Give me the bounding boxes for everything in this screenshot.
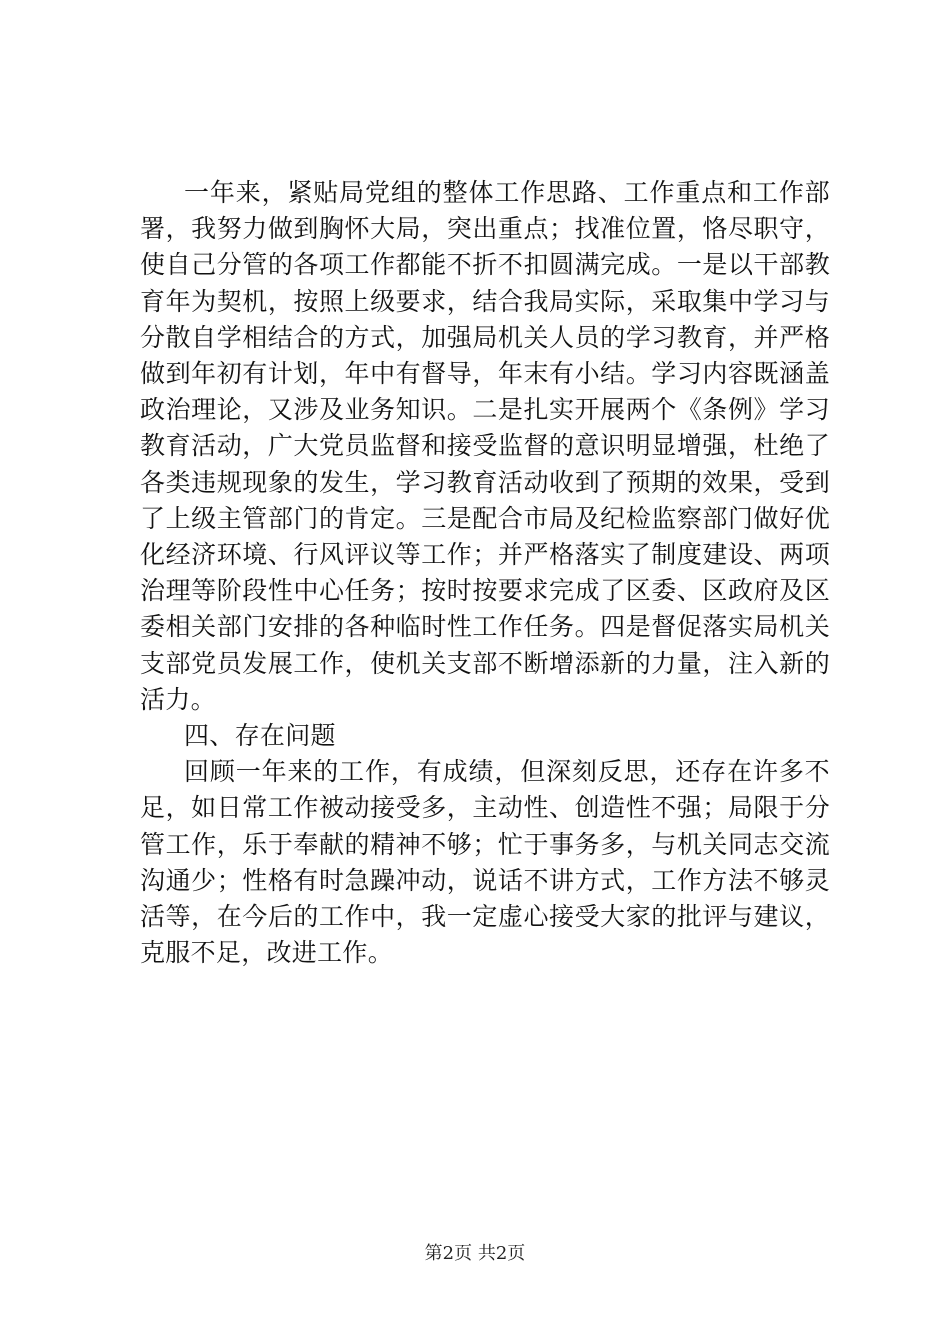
work-summary-paragraph: 一年来，紧贴局党组的整体工作思路、工作重点和工作部署，我努力做到胸怀大局，突出重点；找准位置，恪尽职守，使自己分管的各项工作都能不折不扣圆满完成。一是以干部教育年为契机，按照上级要求，结合我局实际，采取集中学习与分散自学相结合的方式，加强局机关人员的学习教育，并严格做到年初有计划，年中有督导，年末有小结。学习内容既涵盖政治理论，又涉及业务知识。二是扎实开展两个《条例》学习教育活动，广大党员监督和接受监督的意识明显增强，杜绝了各类违规现象的发生，学习教育活动收到了预期的效果，受到了上级主管部门的肯定。三是配合市局及纪检监察部门做好优化经济环境、行风评议等工作；并严格落实了制度建设、两项治理等阶段性中心任务；按时按要求完成了区委、区政府及区委相关部门安排的各种临时性工作任务。四是督促落实局机关支部党员发展工作，使机关支部不断增添新的力量，注入新的活力。 [140,178,830,714]
document-body [140,175,830,971]
problems-paragraph: 回顾一年来的工作，有成绩，但深刻反思，还存在许多不足，如日常工作被动接受多，主动性、创造性不强；局限于分管工作，乐于奉献的精神不够；忙于事务多，与机关同志交流沟通少；性格有时急躁冲动，说话不讲方式，工作方法不够灵活等，在今后的工作中，我一定虚心接受大家的批评与建议，克服不足，改进工作。 [140,757,830,968]
section-heading-problems: 四、存在问题 [184,721,336,751]
page-number-footer: 第2页 共2页 [424,1243,526,1264]
